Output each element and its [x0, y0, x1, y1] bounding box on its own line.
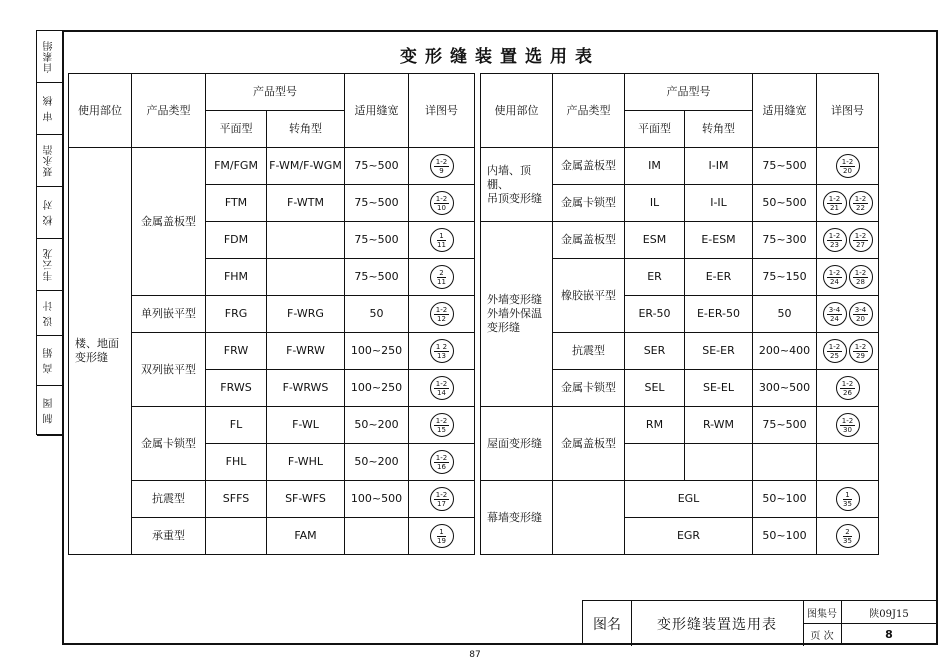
product-type: 抗震型 — [132, 481, 206, 518]
model-flat: SER — [625, 333, 685, 370]
gap-width: 50~100 — [753, 481, 817, 518]
detail-ref-top: 1-2 — [435, 305, 448, 314]
gap-width: 50~200 — [345, 444, 409, 481]
sidebar-label: 审 核 — [44, 95, 55, 122]
sidebar-cell — [37, 83, 62, 135]
model-flat: ESM — [625, 222, 685, 259]
header-model: 产品型号 — [625, 74, 753, 111]
detail-number — [409, 370, 475, 407]
gap-width: 75~500 — [345, 259, 409, 296]
detail-ref-icon — [430, 154, 454, 178]
detail-ref-top: 1-2 — [828, 194, 841, 203]
model-flat: FHM — [206, 259, 267, 296]
sidebar-label: 韦云龙 — [44, 248, 55, 281]
product-type: 金属盖板型 — [132, 148, 206, 296]
detail-ref-icon — [823, 265, 847, 289]
header-detail: 详图号 — [409, 74, 475, 148]
detail-ref-icon — [430, 191, 454, 215]
detail-ref-bottom: 25 — [830, 351, 839, 360]
detail-ref-top: 1-2 — [854, 231, 867, 240]
model-flat: IM — [625, 148, 685, 185]
sidebar-cell — [37, 291, 62, 336]
detail-ref-icon — [849, 339, 873, 363]
model-corner: F-WM/F-WGM — [267, 148, 345, 185]
set-number-value: 陕09J15 — [841, 601, 937, 624]
detail-number — [409, 407, 475, 444]
set-number-label: 图集号 — [803, 601, 842, 624]
detail-ref-icon — [836, 487, 860, 511]
detail-number — [409, 518, 475, 555]
model-corner: F-WRW — [267, 333, 345, 370]
title-block-name-label: 图名 — [583, 601, 632, 646]
detail-ref-icon — [836, 376, 860, 400]
detail-ref-icon — [836, 413, 860, 437]
product-type: 抗震型 — [553, 333, 625, 370]
product-type: 金属盖板型 — [553, 222, 625, 259]
model-flat: SFFS — [206, 481, 267, 518]
header-width: 适用缝宽 — [753, 74, 817, 148]
product-type: 双列嵌平型 — [132, 333, 206, 407]
model-corner — [685, 444, 753, 481]
model-corner: E-ESM — [685, 222, 753, 259]
detail-ref-icon — [849, 302, 873, 326]
gap-width: 75~300 — [753, 222, 817, 259]
usage-group: 屋面变形缝 — [481, 407, 553, 481]
header-width: 适用缝宽 — [345, 74, 409, 148]
model-corner: F-WRWS — [267, 370, 345, 407]
detail-ref-icon — [849, 265, 873, 289]
title-block — [582, 600, 938, 645]
sidebar-label: 设 计 — [44, 299, 55, 327]
header-usage: 使用部位 — [481, 74, 553, 148]
detail-number — [409, 444, 475, 481]
model-flat — [625, 444, 685, 481]
model-corner — [267, 259, 345, 296]
header-model: 产品型号 — [206, 74, 345, 111]
page-value: 8 — [885, 627, 893, 641]
detail-ref-bottom: 24 — [830, 314, 839, 323]
selection-table — [68, 73, 879, 555]
model-corner: E-ER — [685, 259, 753, 296]
header-flat: 平面型 — [625, 111, 685, 148]
detail-ref-bottom: 29 — [856, 351, 865, 360]
detail-ref-icon — [823, 191, 847, 215]
detail-number — [817, 259, 879, 296]
model-corner: F-WTM — [267, 185, 345, 222]
detail-ref-bottom: 27 — [856, 240, 865, 249]
detail-ref-bottom: 26 — [843, 388, 852, 397]
sidebar-cell — [37, 386, 62, 436]
title-block-name: 变形缝装置选用表 — [631, 601, 804, 646]
model-corner: F-WL — [267, 407, 345, 444]
model-corner: F-WRG — [267, 296, 345, 333]
detail-ref-icon — [849, 228, 873, 252]
gap-width — [753, 444, 817, 481]
detail-ref-top: 2 — [439, 268, 444, 277]
header-type: 产品类型 — [553, 74, 625, 148]
header-detail: 详图号 — [817, 74, 879, 148]
header-corner: 转角型 — [685, 111, 753, 148]
detail-number — [409, 185, 475, 222]
gap-width: 75~500 — [345, 222, 409, 259]
detail-ref-bottom: 19 — [437, 536, 446, 545]
detail-ref-top: 2 — [845, 527, 850, 536]
detail-number — [817, 185, 879, 222]
detail-ref-top: 1-2 — [435, 379, 448, 388]
detail-ref-icon — [430, 339, 454, 363]
sidebar-cell — [37, 336, 62, 386]
page-title: 变形缝装置选用表 — [400, 47, 600, 67]
model-flat: FRG — [206, 296, 267, 333]
detail-number — [409, 333, 475, 370]
detail-ref-bottom: 35 — [843, 536, 852, 545]
model-combined: EGR — [625, 518, 753, 555]
approval-sidebar — [36, 30, 62, 435]
model-corner — [267, 222, 345, 259]
detail-ref-top: 1 — [845, 490, 850, 499]
detail-ref-top: 1-2 — [435, 490, 448, 499]
sidebar-label: 制 图 — [44, 397, 55, 424]
model-corner: SE-ER — [685, 333, 753, 370]
detail-ref-top: 1-2 — [828, 342, 841, 351]
detail-ref-top: 1-2 — [435, 453, 448, 462]
detail-number — [817, 518, 879, 555]
detail-number — [817, 407, 879, 444]
detail-ref-icon — [836, 524, 860, 548]
detail-ref-top: 1 — [439, 231, 444, 240]
model-corner: I-IM — [685, 148, 753, 185]
detail-ref-icon — [823, 228, 847, 252]
detail-ref-bottom: 12 — [437, 314, 446, 323]
detail-ref-bottom: 13 — [437, 351, 446, 360]
model-corner: R-WM — [685, 407, 753, 444]
usage-group: 幕墙变形缝 — [481, 481, 553, 555]
detail-ref-bottom: 22 — [856, 203, 865, 212]
detail-ref-icon — [430, 450, 454, 474]
product-type: 金属卡锁型 — [553, 185, 625, 222]
detail-ref-bottom: 17 — [437, 499, 446, 508]
sidebar-cell — [37, 31, 62, 83]
detail-number — [817, 148, 879, 185]
usage-group: 外墙变形缝 外墙外保温 变形缝 — [481, 222, 553, 407]
gap-width: 50~100 — [753, 518, 817, 555]
sidebar-cell — [37, 239, 62, 291]
gap-width: 100~500 — [345, 481, 409, 518]
model-corner: E-ER-50 — [685, 296, 753, 333]
detail-ref-bottom: 24 — [830, 277, 839, 286]
detail-ref-bottom: 11 — [437, 277, 446, 286]
detail-ref-icon — [430, 413, 454, 437]
model-corner: SE-EL — [685, 370, 753, 407]
detail-number — [817, 370, 879, 407]
gap-width: 75~500 — [345, 148, 409, 185]
gap-width: 300~500 — [753, 370, 817, 407]
detail-ref-bottom: 20 — [856, 314, 865, 323]
gap-width: 50 — [753, 296, 817, 333]
gap-width: 100~250 — [345, 370, 409, 407]
sidebar-label: 聂永浩 — [44, 144, 55, 177]
header-flat: 平面型 — [206, 111, 267, 148]
detail-ref-icon — [849, 191, 873, 215]
detail-number — [409, 481, 475, 518]
gap-width — [345, 518, 409, 555]
model-flat: FDM — [206, 222, 267, 259]
usage-floor: 楼、地面 变形缝 — [69, 148, 132, 555]
header-usage: 使用部位 — [69, 74, 132, 148]
detail-number — [409, 296, 475, 333]
detail-number — [817, 296, 879, 333]
model-flat: FL — [206, 407, 267, 444]
detail-number — [409, 222, 475, 259]
detail-ref-top: 1-2 — [435, 194, 448, 203]
detail-ref-icon — [823, 339, 847, 363]
model-flat: ER — [625, 259, 685, 296]
model-flat: ER-50 — [625, 296, 685, 333]
usage-group: 内墙、顶棚、 吊顶变形缝 — [481, 148, 553, 222]
detail-ref-icon — [823, 302, 847, 326]
detail-ref-top: 1-2 — [841, 379, 854, 388]
product-type: 金属卡锁型 — [553, 370, 625, 407]
model-flat: SEL — [625, 370, 685, 407]
detail-ref-top: 1-2 — [854, 194, 867, 203]
model-flat: FRWS — [206, 370, 267, 407]
detail-number — [817, 333, 879, 370]
detail-ref-icon — [430, 302, 454, 326]
sidebar-label: 校 对 — [44, 199, 55, 226]
detail-ref-bottom: 20 — [843, 166, 852, 175]
header-type: 产品类型 — [132, 74, 206, 148]
detail-ref-bottom: 10 — [437, 203, 446, 212]
product-type: 单列嵌平型 — [132, 296, 206, 333]
header-corner: 转角型 — [267, 111, 345, 148]
detail-ref-top: 3-4 — [854, 305, 867, 314]
detail-ref-bottom: 35 — [843, 499, 852, 508]
gap-width: 200~400 — [753, 333, 817, 370]
detail-ref-top: 1-2 — [828, 268, 841, 277]
model-flat: RM — [625, 407, 685, 444]
product-type: 金属卡锁型 — [132, 407, 206, 481]
detail-ref-bottom: 28 — [856, 277, 865, 286]
model-flat: FRW — [206, 333, 267, 370]
detail-number — [817, 444, 879, 481]
detail-ref-top: 1-2 — [435, 157, 448, 166]
detail-ref-bottom: 11 — [437, 240, 446, 249]
model-corner: I-IL — [685, 185, 753, 222]
detail-ref-top: 3-4 — [828, 305, 841, 314]
detail-ref-bottom: 23 — [830, 240, 839, 249]
gap-width: 75~500 — [753, 407, 817, 444]
model-flat: FTM — [206, 185, 267, 222]
model-corner: FAM — [267, 518, 345, 555]
sidebar-cell — [37, 135, 62, 187]
detail-ref-top: 1-2 — [841, 157, 854, 166]
detail-ref-bottom: 30 — [843, 425, 852, 434]
detail-ref-icon — [430, 228, 454, 252]
gap-width: 50~500 — [753, 185, 817, 222]
sidebar-label: 自素绢 — [44, 40, 55, 73]
page-label: 页 次 — [803, 623, 842, 645]
detail-ref-bottom: 9 — [439, 166, 444, 175]
gap-width: 75~150 — [753, 259, 817, 296]
detail-number — [409, 259, 475, 296]
model-combined: EGL — [625, 481, 753, 518]
detail-ref-bottom: 14 — [437, 388, 446, 397]
detail-ref-bottom: 16 — [437, 462, 446, 471]
gap-width: 75~500 — [345, 185, 409, 222]
model-corner: F-WHL — [267, 444, 345, 481]
detail-ref-top: 1-2 — [854, 342, 867, 351]
detail-number — [409, 148, 475, 185]
gap-width: 100~250 — [345, 333, 409, 370]
sidebar-label: 高 娟 — [44, 347, 55, 374]
gap-width: 75~500 — [753, 148, 817, 185]
detail-ref-icon — [430, 265, 454, 289]
detail-ref-icon — [836, 154, 860, 178]
model-flat: FHL — [206, 444, 267, 481]
model-flat: IL — [625, 185, 685, 222]
product-type: 金属盖板型 — [553, 148, 625, 185]
detail-number — [817, 222, 879, 259]
model-flat — [206, 518, 267, 555]
product-type: 橡胶嵌平型 — [553, 259, 625, 333]
detail-ref-top: 1 2 — [435, 342, 448, 351]
detail-number — [817, 481, 879, 518]
page-number: 87 — [469, 650, 481, 660]
detail-ref-top: 1-2 — [841, 416, 854, 425]
sidebar-cell — [37, 187, 62, 239]
detail-ref-icon — [430, 524, 454, 548]
detail-ref-top: 1-2 — [828, 231, 841, 240]
model-corner: SF-WFS — [267, 481, 345, 518]
detail-ref-top: 1-2 — [435, 416, 448, 425]
detail-ref-icon — [430, 487, 454, 511]
product-type: 承重型 — [132, 518, 206, 555]
detail-ref-top: 1-2 — [854, 268, 867, 277]
product-type: 金属盖板型 — [553, 407, 625, 481]
gap-width: 50 — [345, 296, 409, 333]
gap-width: 50~200 — [345, 407, 409, 444]
detail-ref-icon — [430, 376, 454, 400]
detail-ref-bottom: 21 — [830, 203, 839, 212]
detail-ref-top: 1 — [439, 527, 444, 536]
detail-ref-bottom: 15 — [437, 425, 446, 434]
model-flat: FM/FGM — [206, 148, 267, 185]
product-type — [553, 481, 625, 555]
